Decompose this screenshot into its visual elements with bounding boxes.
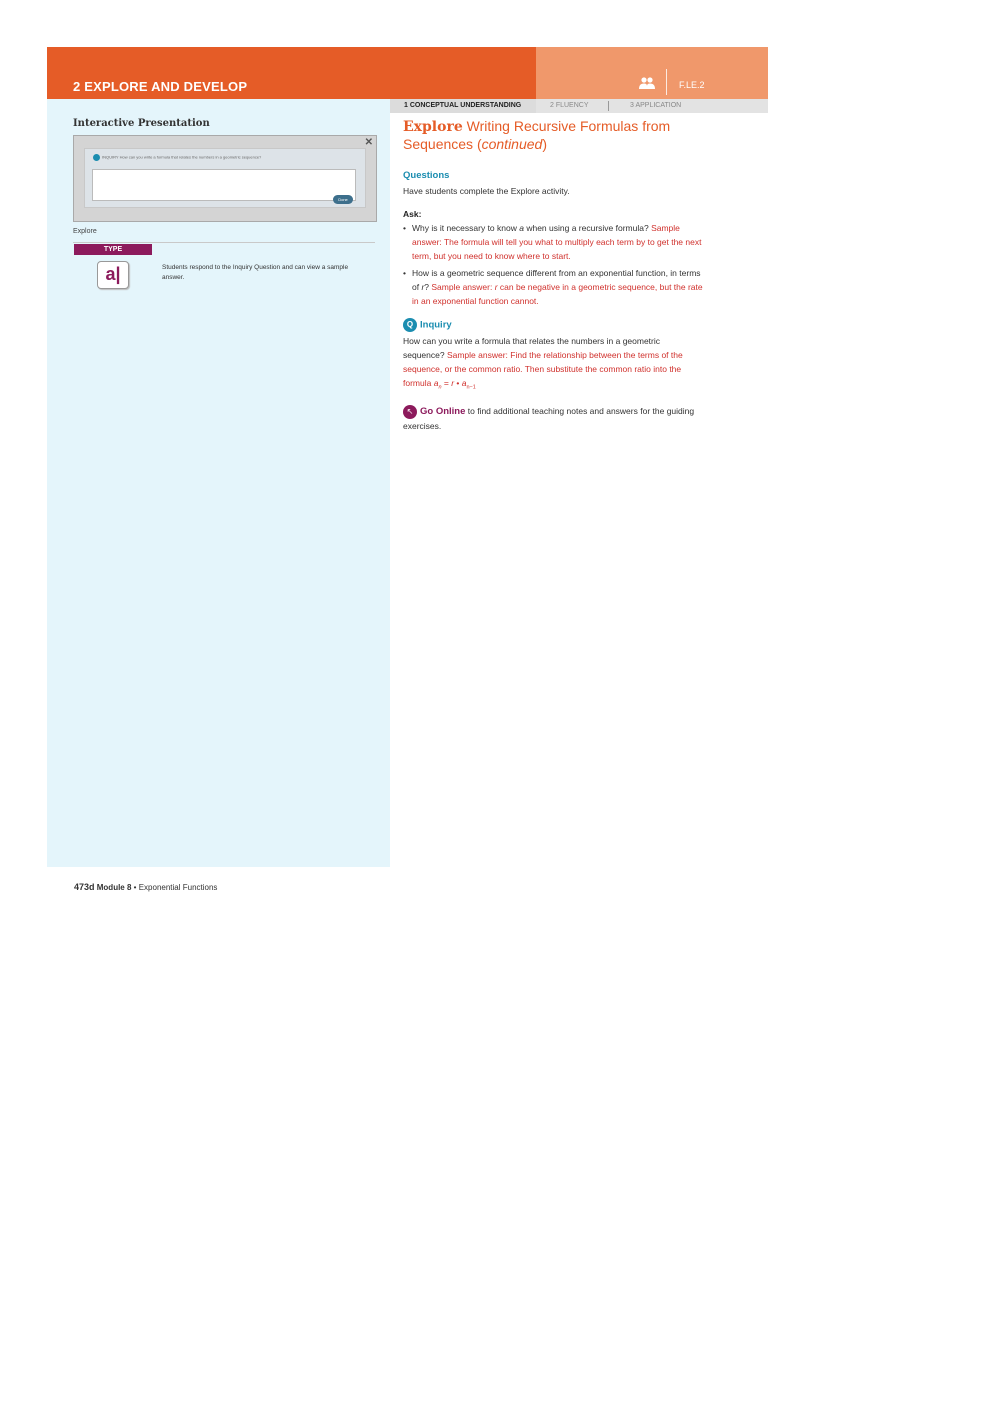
lesson-tabs: [390, 99, 768, 113]
continued-label: continued: [481, 136, 543, 152]
presentation-screenshot: [73, 135, 377, 222]
tab-divider: [608, 101, 609, 111]
inquiry-question: How can you write a formula that relates the numbers in a geometric sequence?: [403, 336, 661, 360]
explore-heading: [403, 118, 703, 153]
standard-code: F.LE.2: [679, 80, 705, 90]
screenshot-answer-box: [92, 169, 356, 201]
group-icon: [639, 76, 655, 90]
go-online-text: to find additional teaching notes and answers for the guiding exercises.: [403, 406, 695, 431]
page-footer: [74, 882, 217, 892]
formula-var: r: [451, 378, 455, 388]
question-text: ?: [424, 282, 432, 292]
screenshot-question-text: INQUIRY How can you write a formula that relates the numbers in a geometric sequence?: [102, 154, 262, 160]
inquiry-heading: [403, 318, 703, 333]
questions-text: Have students complete the Explore activity.: [403, 186, 570, 196]
sample-answer: Sample answer: The formula will tell you what to multiply each term by to get the next term, but you need to know where to start.: [412, 223, 702, 261]
sample-answer: Sample answer:: [431, 282, 495, 292]
page-number: 473d: [74, 882, 95, 892]
interactive-presentation-panel: [47, 99, 390, 867]
ask-list-container: [403, 221, 703, 308]
close-icon: ✕: [364, 137, 373, 148]
inquiry-answer: Sample answer: Find the relationship between the terms of the sequence, or the common ratio. Then substitute the common ratio into the formula: [403, 350, 683, 388]
section-title: 2 EXPLORE AND DEVELOP: [73, 79, 248, 94]
go-online-note: [403, 404, 703, 433]
explore-word: Explore: [403, 119, 463, 135]
tab-conceptual-understanding[interactable]: 1 CONCEPTUAL UNDERSTANDING: [404, 102, 522, 109]
type-text-icon: a|: [97, 261, 129, 289]
standard-header-band: [536, 47, 768, 99]
formula-sub: n: [438, 384, 442, 391]
module-label: Module 8: [96, 883, 132, 892]
sample-answer: can be negative in a geometric sequence, but the rate in an exponential function cannot.: [412, 282, 703, 306]
question-text: when using a recursive formula?: [523, 223, 652, 233]
close-paren: ): [542, 136, 547, 152]
formula-var: a: [461, 378, 467, 388]
ask-list: [403, 221, 703, 308]
footer-bullet: •: [133, 883, 137, 892]
topic-label: Exponential Functions: [138, 883, 218, 892]
ask-item: [403, 221, 703, 263]
question-text: Why is it necessary to know: [412, 223, 520, 233]
panel-title: Interactive Presentation: [73, 118, 210, 129]
questions-heading: Questions: [403, 170, 450, 181]
ask-item: [403, 266, 703, 308]
variable: a: [519, 223, 524, 233]
ask-label: Ask:: [403, 209, 422, 219]
inquiry-body: [403, 334, 703, 395]
type-description: Students respond to the Inquiry Question and can view a sample answer.: [162, 264, 349, 281]
variable: r: [421, 282, 425, 292]
cursor-click-icon: ↖: [403, 405, 417, 419]
formula-sub: n−1: [466, 384, 476, 391]
formula: [433, 378, 476, 391]
screenshot-question: [93, 154, 261, 161]
header-divider: [666, 69, 667, 95]
divider: [73, 242, 375, 243]
tab-fluency[interactable]: 2 FLUENCY: [550, 102, 589, 109]
inquiry-icon: Q: [403, 318, 417, 332]
go-online-link[interactable]: Go Online: [420, 406, 466, 417]
explore-title: Writing Recursive Formulas from Sequences (: [403, 118, 671, 152]
formula-dot: •: [454, 378, 462, 388]
type-badge: TYPE: [74, 244, 152, 255]
screenshot-dialog: [84, 148, 366, 208]
formula-eq: =: [441, 378, 452, 388]
variable: r: [494, 282, 498, 292]
tab-application[interactable]: 3 APPLICATION: [630, 102, 682, 109]
formula-var: a: [433, 378, 439, 388]
question-text: How is a geometric sequence different from an exponential function, in terms of: [412, 268, 701, 292]
screenshot-done-button: Done: [333, 195, 353, 204]
inquiry-label: Inquiry: [420, 319, 452, 331]
screenshot-caption: Explore: [73, 228, 97, 235]
inquiry-icon: [93, 154, 100, 161]
section-header-band: [47, 47, 536, 99]
